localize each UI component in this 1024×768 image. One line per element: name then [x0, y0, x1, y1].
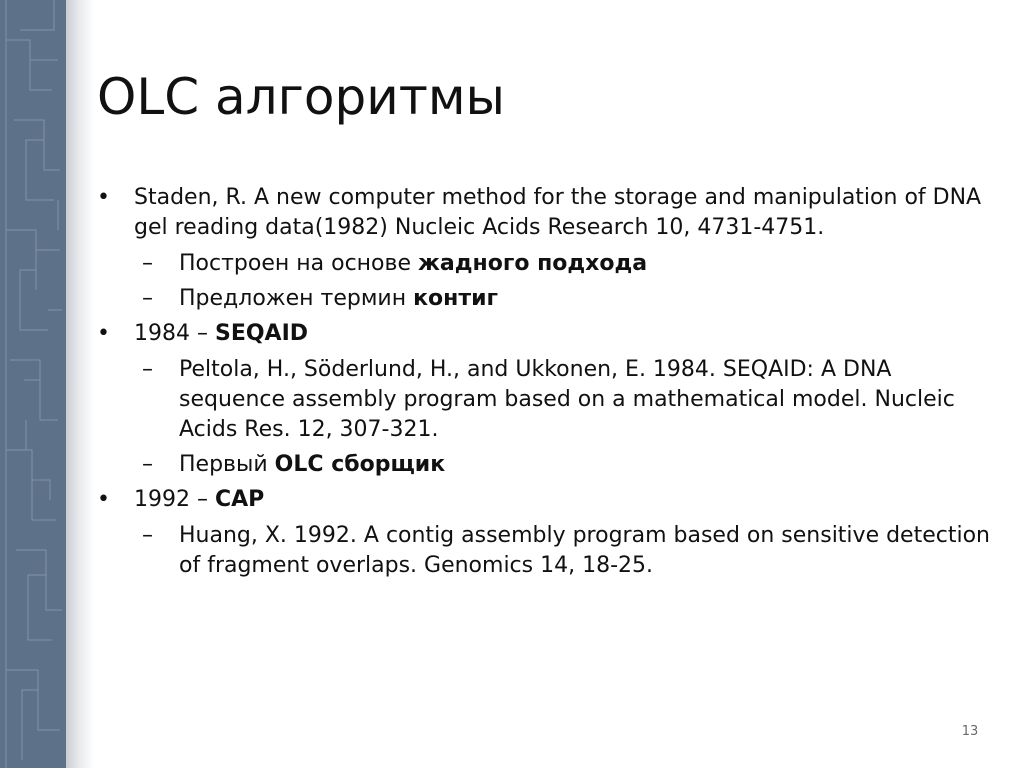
sub-marker: – [142, 357, 153, 382]
bullet-text: 1984 – [134, 321, 215, 346]
sub-item-huang [134, 521, 997, 581]
sub-item-bold-text: жадного подхода [418, 251, 648, 276]
decorative-side-strip [0, 0, 66, 768]
bullet-list [97, 183, 997, 586]
sub-item-contig [134, 284, 997, 314]
sub-item-text: Huang, X. 1992. A contig assembly program based on sensitive detection of fragment overlaps. Genomics 14, 18-25. [179, 523, 990, 578]
sub-item-first-olc [134, 450, 997, 480]
sub-marker: – [142, 286, 153, 311]
bullet-text: 1992 – [134, 487, 215, 512]
bullet-marker: • [97, 185, 110, 210]
bullet-bold-text: CAP [214, 487, 265, 512]
bullet-item-seqaid [97, 319, 997, 349]
bullet-marker: • [97, 321, 110, 346]
slide-title: OLC алгоритмы [97, 68, 506, 126]
sub-item-text: Построен на основе [179, 251, 419, 276]
sub-item-bold-text: OLC сборщик [274, 452, 446, 477]
side-strip-shadow [66, 0, 94, 768]
bullet-text: Staden, R. A new computer method for the storage and manipulation of DNA gel reading data(1982) Nucleic Acids Research 10, 4731-4751. [134, 185, 982, 240]
bullet-marker: • [97, 487, 110, 512]
sub-item-greedy [134, 249, 997, 279]
bullet-item-staden [97, 183, 997, 243]
bullet-item-cap [97, 485, 997, 515]
sub-item-text: Предложен термин [179, 286, 414, 311]
sub-item-text: Peltola, H., Söderlund, H., and Ukkonen, E. 1984. SEQAID: A DNA sequence assembly program based on a mathematical model. Nucleic Acids Res. 12, 307-321. [179, 357, 955, 442]
bullet-bold-text: SEQAID [214, 321, 309, 346]
sub-marker: – [142, 251, 153, 276]
page-number: 13 [961, 724, 979, 739]
sub-item-bold-text: контиг [413, 286, 498, 311]
sub-marker: – [142, 523, 153, 548]
sub-marker: – [142, 452, 153, 477]
phylogenetic-tree-pattern [0, 0, 66, 768]
sub-item-peltola [134, 355, 997, 445]
sub-item-text: Первый [179, 452, 275, 477]
